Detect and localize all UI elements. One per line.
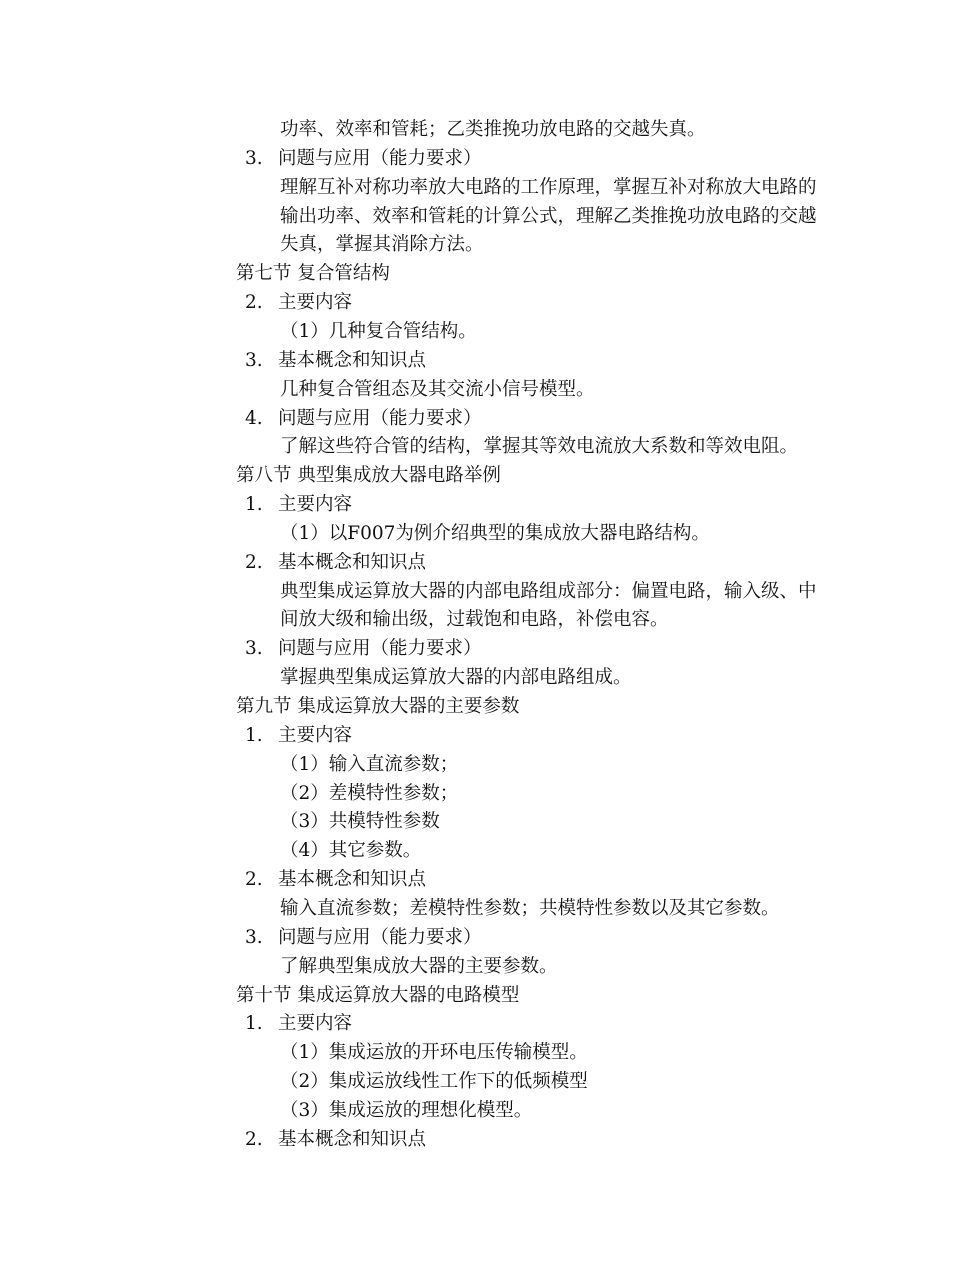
paragraph-line: 失真，掌握其消除方法。 <box>280 234 484 256</box>
sub-list-item: （1）以F007为例介绍典型的集成放大器电路结构。 <box>280 522 710 544</box>
list-item-number: 2. <box>245 869 263 891</box>
sub-list-item: （1）几种复合管结构。 <box>280 320 477 342</box>
sub-list-item: （2）差模特性参数； <box>280 782 459 804</box>
list-item-number: 1. <box>245 1013 263 1035</box>
list-item-text: 主要内容 <box>278 724 353 746</box>
section-heading: 第九节 集成运算放大器的主要参数 <box>236 696 520 717</box>
list-item-number: 2. <box>245 1128 263 1150</box>
paragraph-line: 间放大级和输出级，过载饱和电路，补偿电容。 <box>280 609 669 631</box>
list-item-number: 3. <box>245 926 263 948</box>
list-item-text: 基本概念和知识点 <box>278 869 427 891</box>
paragraph-line: 了解典型集成放大器的主要参数。 <box>280 955 558 977</box>
sub-list-item: （1）输入直流参数； <box>280 753 459 775</box>
paragraph-line: 功率、效率和管耗；乙类推挽功放电路的交越失真。 <box>280 119 706 140</box>
sub-list-item: （3）集成运放的理想化模型。 <box>280 1099 533 1121</box>
sub-list-item: （2）集成运放线性工作下的低频模型 <box>280 1071 588 1093</box>
list-item-text: 主要内容 <box>278 494 353 516</box>
sub-list-item: （4）其它参数。 <box>280 840 422 862</box>
list-item-number: 1. <box>245 724 263 746</box>
section-heading: 第七节 复合管结构 <box>236 263 390 285</box>
paragraph-line: 理解互补对称功率放大电路的工作原理，掌握互补对称放大电路的 <box>280 176 817 198</box>
paragraph-line: 典型集成运算放大器的内部电路组成部分：偏置电路，输入级、中 <box>280 580 817 602</box>
paragraph-line: 输出功率、效率和管耗的计算公式，理解乙类推挽功放电路的交越 <box>280 205 817 227</box>
list-item-number: 1. <box>245 494 263 516</box>
list-item-text: 基本概念和知识点 <box>278 1128 427 1150</box>
list-item-number: 3. <box>245 638 263 660</box>
list-item-text: 基本概念和知识点 <box>278 551 427 573</box>
sub-list-item: （1）集成运放的开环电压传输模型。 <box>280 1042 588 1064</box>
list-item-number: 3. <box>245 147 263 169</box>
sub-list-item: （3）共模特性参数 <box>280 811 440 833</box>
list-item-text: 问题与应用（能力要求） <box>278 926 482 948</box>
list-item-text: 主要内容 <box>278 1013 353 1035</box>
list-item-text: 问题与应用（能力要求） <box>278 638 482 660</box>
list-item-text: 主要内容 <box>278 292 353 314</box>
list-item-number: 4. <box>245 407 263 429</box>
paragraph-line: 输入直流参数；差模特性参数；共模特性参数以及其它参数。 <box>280 897 780 919</box>
list-item-number: 3. <box>245 349 263 371</box>
list-item-text: 基本概念和知识点 <box>278 349 427 371</box>
list-item-number: 2. <box>245 292 263 314</box>
paragraph-line: 掌握典型集成运算放大器的内部电路组成。 <box>280 667 632 689</box>
paragraph-line: 几种复合管组态及其交流小信号模型。 <box>280 378 595 400</box>
list-item-text: 问题与应用（能力要求） <box>278 407 482 429</box>
paragraph-line: 了解这些符合管的结构，掌握其等效电流放大系数和等效电阻。 <box>280 436 799 458</box>
list-item-text: 问题与应用（能力要求） <box>278 147 482 169</box>
section-heading: 第十节 集成运算放大器的电路模型 <box>236 984 520 1006</box>
list-item-number: 2. <box>245 551 263 573</box>
section-heading: 第八节 典型集成放大器电路举例 <box>236 465 501 487</box>
